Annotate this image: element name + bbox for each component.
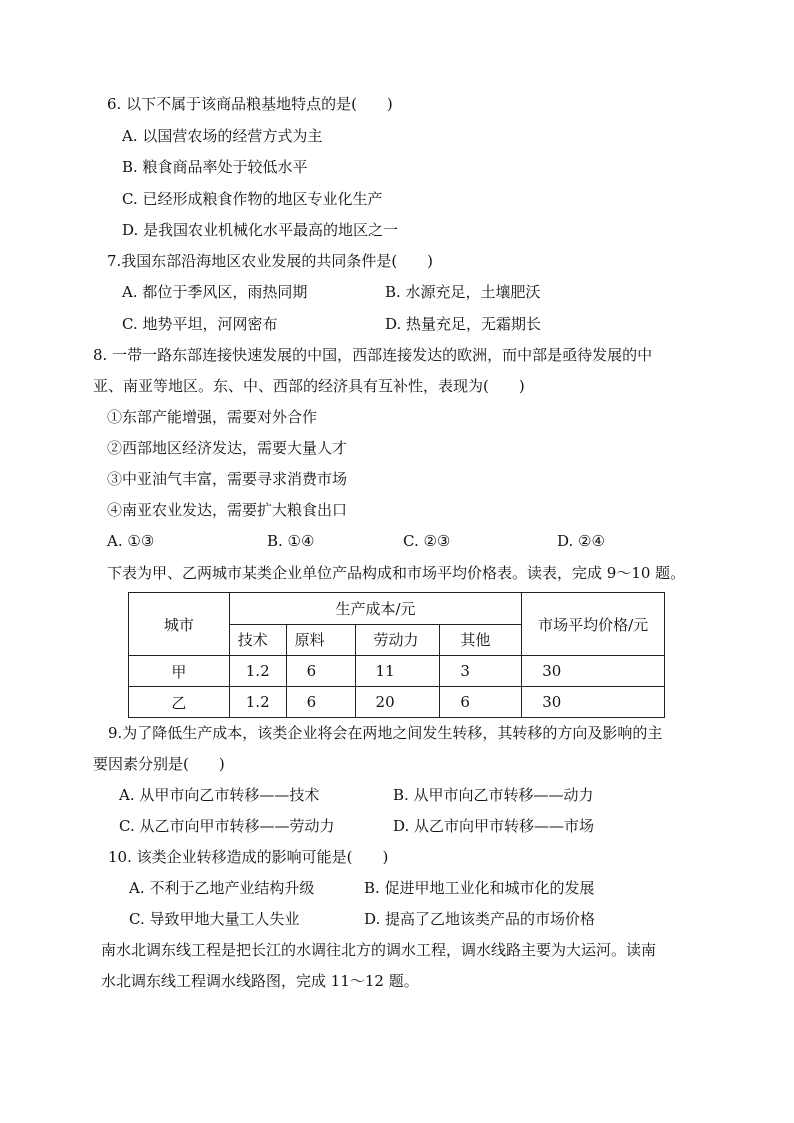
q8-option-d: D. ②④ (557, 532, 605, 550)
cell-price: 30 (522, 656, 665, 687)
q10-option-d: D. 提高了乙地该类产品的市场价格 (364, 910, 596, 928)
table-header-row (129, 593, 665, 625)
cell-tech: 1.2 (229, 687, 286, 718)
q8-statement-4: ④南亚农业发达，需要扩大粮食出口 (107, 501, 348, 519)
q8-statement-3: ③中亚油气丰富，需要寻求消费市场 (107, 470, 348, 488)
q9-stem-line2: 要因素分别是( ) (93, 755, 225, 773)
q7-stem: 7.我国东部沿海地区农业发展的共同条件是( ) (107, 252, 434, 270)
q6-option-b: B. 粮食商品率处于较低水平 (122, 158, 308, 176)
q8-option-c: C. ②③ (403, 532, 451, 550)
row-city: 乙 (129, 687, 230, 718)
header-cost: 生产成本/元 (229, 593, 522, 625)
header-price: 市场平均价格/元 (522, 593, 665, 656)
q10-option-b: B. 促进甲地工业化和城市化的发展 (364, 879, 595, 897)
subheader-tech: 技术 (229, 624, 286, 656)
q8-statement-1: ①东部产能增强，需要对外合作 (107, 408, 318, 426)
q6-stem: 6. 以下不属于该商品粮基地特点的是( ) (107, 95, 393, 113)
subheader-labor: 劳动力 (355, 624, 440, 656)
table-row (129, 656, 665, 687)
passage-line1: 南水北调东线工程是把长江的水调往北方的调水工程，调水线路主要为大运河。读南 (101, 941, 657, 959)
q9-option-d: D. 从乙市向甲市转移——市场 (393, 817, 595, 835)
q7-option-a: A. 都位于季风区，雨热同期 (122, 283, 308, 301)
q10-stem: 10. 该类企业转移造成的影响可能是( ) (108, 848, 389, 866)
cell-labor: 20 (355, 687, 440, 718)
cell-other: 6 (440, 687, 522, 718)
q9-option-a: A. 从甲市向乙市转移——技术 (119, 786, 320, 804)
q7-option-d: D. 热量充足，无霜期长 (385, 315, 542, 333)
subheader-material: 原料 (286, 624, 355, 656)
cell-price: 30 (522, 687, 665, 718)
q6-option-d: D. 是我国农业机械化水平最高的地区之一 (122, 221, 399, 239)
q8-option-a: A. ①③ (107, 532, 155, 550)
passage-line2: 水北调东线工程调水线路图，完成 11～12 题。 (101, 972, 419, 990)
q7-option-b: B. 水源充足，土壤肥沃 (385, 283, 541, 301)
q8-stem-line1: 8. 一带一路东部连接快速发展的中国，西部连接发达的欧洲，而中部是亟待发展的中 (93, 346, 653, 364)
row-city: 甲 (129, 656, 230, 687)
table-intro: 下表为甲、乙两城市某类企业单位产品构成和市场平均价格表。读表，完成 9～10 题。 (107, 564, 686, 582)
q9-option-b: B. 从甲市向乙市转移——动力 (393, 786, 594, 804)
q6-option-c: C. 已经形成粮食作物的地区专业化生产 (122, 190, 383, 208)
table-row (129, 687, 665, 718)
q8-option-b: B. ①④ (267, 532, 315, 550)
cell-tech: 1.2 (229, 656, 286, 687)
subheader-other: 其他 (440, 624, 522, 656)
q10-option-a: A. 不利于乙地产业结构升级 (129, 879, 315, 897)
header-city: 城市 (129, 593, 230, 656)
q7-option-c: C. 地势平坦，河网密布 (122, 315, 278, 333)
cell-material: 6 (286, 687, 355, 718)
q9-stem-line1: 9.为了降低生产成本，该类企业将会在两地之间发生转移，其转移的方向及影响的主 (108, 724, 663, 742)
cost-price-table (128, 592, 665, 718)
q10-option-c: C. 导致甲地大量工人失业 (129, 910, 300, 928)
cell-material: 6 (286, 656, 355, 687)
cell-labor: 11 (355, 656, 440, 687)
q8-statement-2: ②西部地区经济发达，需要大量人才 (107, 439, 348, 457)
cell-other: 3 (440, 656, 522, 687)
q8-stem-line2: 亚、南亚等地区。东、中、西部的经济具有互补性，表现为( ) (93, 377, 525, 395)
q6-option-a: A. 以国营农场的经营方式为主 (122, 127, 323, 145)
q9-option-c: C. 从乙市向甲市转移——劳动力 (119, 817, 335, 835)
